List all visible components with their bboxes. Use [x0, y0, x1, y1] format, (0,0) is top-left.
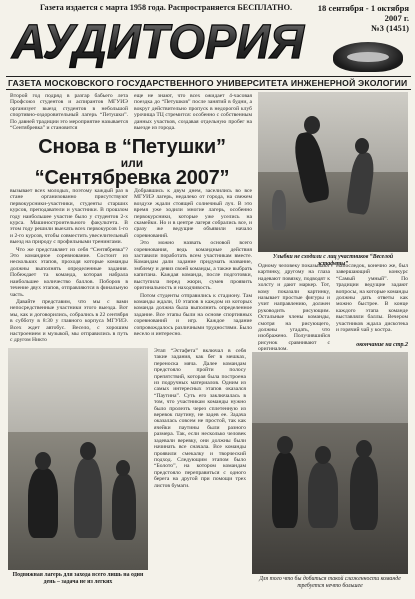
- body-column-right-a: [258, 263, 330, 353]
- body-middle-paragraph: Добравшись к двум днем, заселились во все МГУИЭ лагерь, недалеко от города, на свежем воздухе ждали стоящей солнечный луч. В это время уже ходили многие лагерь, особенно первокурсники, которые уже уселись на скамейки. Но и в центре лагеря собрались все, и сразу же ведущие объявили начало соревнований.: [134, 188, 252, 239]
- university-emblem-icon: [333, 42, 403, 72]
- body-left-paragraph: Давайте представим, что мы с вами непосредственные участники этого выезда. Вот мы, как и договорились, собрались в 22 сентября в субботу в 8:30 у главного корпуса МГУИЭ. Всех ждет автобус. Весело, с хорошим настроением и музыкой, мы отправились в путь с другом Никто: [10, 298, 128, 344]
- photo-team-exercise: [252, 352, 408, 574]
- body-column-middle: [134, 188, 252, 343]
- body-column-left: [10, 188, 128, 343]
- date-year: 2007 г.: [384, 13, 409, 23]
- headline-connector: или: [120, 156, 144, 170]
- photo-camp-group: [8, 348, 148, 570]
- masthead-title: АУДИТОРИЯ: [11, 16, 305, 69]
- intro-column-left: [10, 93, 128, 135]
- body-left-paragraph: вызывает всех молодых, поэтому каждый раз в стане организованно присутствуют первокурсники-участники, студенты старших курсов, преподаватели и участники. В прошлом году наибольшее участие было у студентов 2-х курса. Машиностроительного факультета. В этом году решили выехать всех первокурсов 1-го и 2-го курсов, чтобы совместить увеселительный выезд на природу с профильными тренингами.: [10, 188, 128, 246]
- article-headline: [12, 138, 252, 188]
- headline-line-1: Снова в “Петушки”: [38, 136, 226, 158]
- caption-top-right: Улыбки не сходили с лиц участников “Веселой эстафеты”: [272, 254, 394, 267]
- body-right-paragraph: Одному человеку показывают картинку, другому на глаза надевают повязку, подводят к холсту и дают маркер. Тот, кому показали картинку, называет простые фигуры и учит направлению, должен руководить рисующим. Остальные члены команды, смотря на рисующего, должны угадать, что изображено. Получившийся рисунок сравнивают с оригиналом.: [258, 263, 330, 353]
- body-column-right-b: [336, 263, 408, 343]
- issue-number: №3 (1451): [371, 23, 409, 33]
- top-note: Газета издается с марта 1958 года. Распространяется БЕСПЛАТНО.: [40, 3, 293, 12]
- body-right-paragraph: Напоследок, конечно же, был завершающий конкурс “Самый умный”. По традиции ведущие задают вопросы, на которые команды должны дать ответы как можно быстрее. В конце каждого этапа команде выставляли баллы. Вечером участников ждала дискотека и горячий чай у костра.: [336, 263, 408, 334]
- headline-line-2: “Сентябревка 2007”: [34, 167, 230, 189]
- body-middle-paragraph: Потом студенты отправились к стадиону. Там команды ждали, 10 этапов в каждом из которых команда должна была выполнить определенное задание. Все этапы были на основе спортивных соревнований и игр. Каждое задание сопровождалось различными трудностями. Было весело и интересно.: [134, 292, 252, 337]
- masthead-logo: [8, 14, 308, 69]
- photo-runners: [258, 92, 408, 252]
- caption-bottom-left: Подвижная лагерь для захода всего лишь на один день – задача не из легких: [12, 572, 144, 585]
- issue-date: [318, 3, 409, 33]
- caption-bottom-right: Для того что бы добиться такой слаженности команде требуется нечто большее: [259, 576, 401, 589]
- body-left-paragraph: Что же представляет из себя “Сентябревка”? Это командное соревнование. Состоит из нескольких этапов, проходя которые команды должны выполнять определенные задания. Побеждает та команда, которая набрала наибольшее количество баллов. Поборов в течение двух этапов, отправляются в финальную часть.: [10, 246, 128, 298]
- date-range: 18 сентября - 1 октября: [317, 3, 409, 13]
- intro-column-middle: [134, 93, 252, 135]
- body-column-narrow: [154, 348, 246, 588]
- intro-text-left: Второй год подряд в разгар бабьего лета Профсоюз студентов и аспирантов МГУИЭ организует выезд студентов в небольшой спортивно-оздоровительный лагерь “Петушки”. По давней традиции это мероприятие называется “Сентябревка” и становится: [10, 93, 128, 132]
- continued-note: окончание на стр.2: [356, 342, 408, 348]
- body-narrow-paragraph: Этап “Эстафета” включал в себя такие задания, как бег в мешках, переноска мяча. Далее командам предстояло пройти полосу препятствий, которая была построена из подручных материалов. Одним из самых интересных этапов оказался “Паутина”. Суть его заключалась в том, что участникам команды нужно было пролезть через сплетенную из веревок паутину, не задев ее. Задача оказалась совсем не простой, так как ячейки паутины были разного размера. Так, если несколько человек задевали веревку, они должны были начинать все сначала. Все команды проявили смекалку и творческий подход. Следующим этапом было “Болото”, на котором командам предстояло переправиться с одного берега на другой при помощи трех листов бумаги.: [154, 348, 246, 489]
- intro-text-middle: еще не знают, что всех ожидает 4-часовая поездка до “Петушков” после занятий в будни, а вокруг действительно пропуск в недорогой клуб урочища ТЦ стремится: особенно с собственным данных участков, создавая отдельную пробег на выезде из города.: [134, 93, 252, 132]
- newspaper-subtitle: ГАЗЕТА МОСКОВСКОГО ГОСУДАРСТВЕННОГО УНИВЕРСИТЕТА ИНЖЕНЕРНОЙ ЭКОЛОГИИ: [6, 76, 411, 90]
- body-middle-paragraph: Это можно назвать основой всего соревнования, ведь командные действия заставили поработать всем участникам вместе. Командам дали задание придумать название, эмблему и девиз своей команды, а также выбрать капитана. Каждая команда, после подготовки, выступила перед жюри, сумев проявить оригинальность и находчивость.: [134, 240, 252, 292]
